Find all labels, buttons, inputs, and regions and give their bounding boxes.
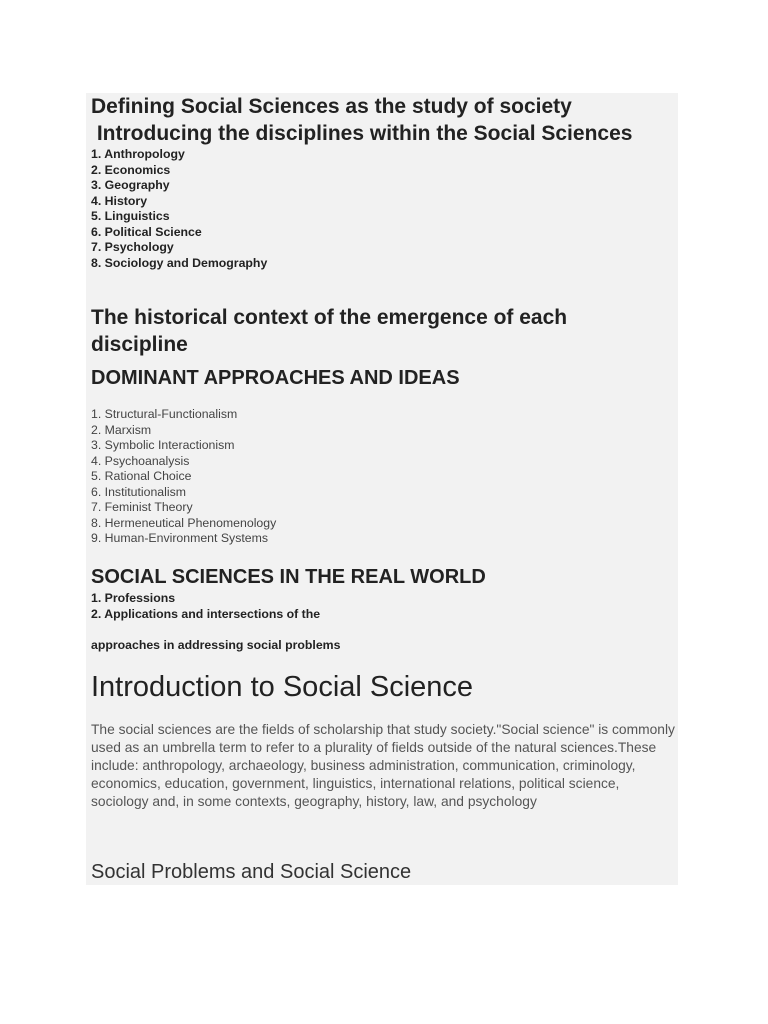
list-item: 8. Hermeneutical Phenomenology bbox=[91, 515, 277, 530]
intro-paragraph: The social sciences are the fields of scholarship that study society."Social science" is commonly used as an umbrella term to refer to a plurality of fields outside of the natural sciences.These include: anthropology, archaeology, business administration, communication, criminology, economics, education, government, linguistics, international relations, political science, sociology and, in some contexts, geography, history, law, and psychology bbox=[91, 722, 675, 809]
list-item: 5. Linguistics bbox=[91, 209, 170, 223]
list-item: 2. Marxism bbox=[91, 422, 152, 437]
heading-line: discipline bbox=[91, 333, 188, 356]
intro-title: Introduction to Social Science bbox=[91, 671, 474, 703]
real-world-list bbox=[91, 591, 320, 622]
list-item: 8. Sociology and Demography bbox=[91, 255, 268, 270]
heading-historical-context bbox=[91, 304, 567, 358]
heading-introducing-disciplines: Introducing the disciplines within the Social Sciences bbox=[91, 122, 633, 145]
disciplines-list bbox=[91, 147, 267, 271]
list-item: 9. Human-Environment Systems bbox=[91, 531, 269, 545]
list-item: 7. Psychology bbox=[91, 240, 174, 254]
list-item: 5. Rational Choice bbox=[91, 469, 192, 483]
list-item: 6. Institutionalism bbox=[91, 484, 187, 499]
list-item: 1. Anthropology bbox=[91, 147, 185, 161]
list-item: 7. Feminist Theory bbox=[91, 500, 193, 514]
approaches-list bbox=[91, 407, 276, 547]
list-item: 2. Economics bbox=[91, 162, 171, 177]
heading-real-world: SOCIAL SCIENCES IN THE REAL WORLD bbox=[91, 566, 486, 588]
list-item: 3. Geography bbox=[91, 178, 170, 192]
heading-line: The historical context of the emergence of each bbox=[91, 306, 568, 329]
heading-social-problems: Social Problems and Social Science bbox=[91, 861, 412, 883]
list-item: 2. Applications and intersections of the bbox=[91, 606, 321, 621]
list-item: 1. Professions bbox=[91, 591, 176, 605]
list-item: 3. Symbolic Interactionism bbox=[91, 438, 235, 452]
real-world-continuation: approaches in addressing social problems bbox=[91, 638, 341, 652]
heading-dominant-approaches: DOMINANT APPROACHES AND IDEAS bbox=[91, 367, 460, 389]
list-item: 6. Political Science bbox=[91, 224, 202, 239]
list-item: 4. Psychoanalysis bbox=[91, 453, 190, 468]
list-item: 4. History bbox=[91, 193, 148, 208]
list-item: 1. Structural-Functionalism bbox=[91, 407, 238, 421]
heading-defining-social-sciences: Defining Social Sciences as the study of society bbox=[91, 95, 572, 118]
